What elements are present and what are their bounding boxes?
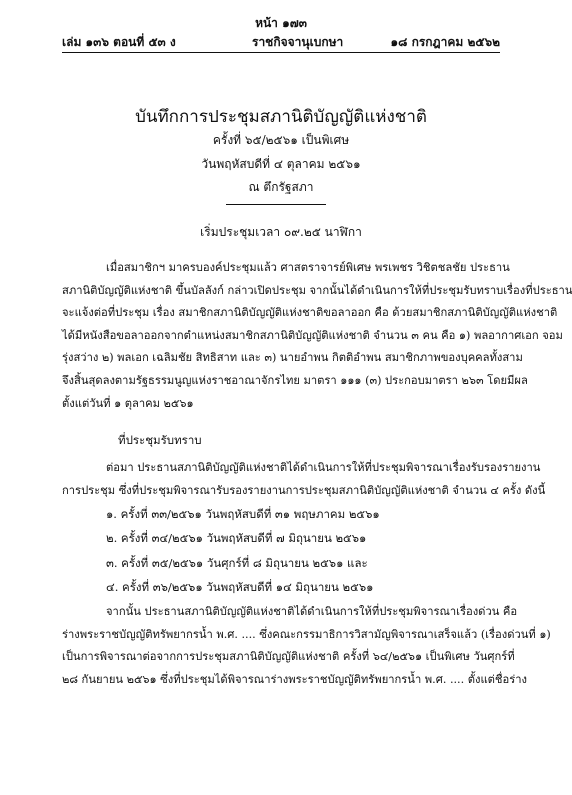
start-time: เริ่มประชุมเวลา ๐๙.๒๕ นาฬิกา [200,225,362,239]
paragraph-line: เมื่อสมาชิกฯ มาครบองค์ประชุมแล้ว ศาสตราจารย์พิเศษ พรเพชร วิชิตชลชัย ประธาน [106,261,510,274]
paragraph-line: ๒๘ กันยายน ๒๕๖๑ ซึ่งที่ประชุมได้พิจารณาร่างพระราชบัญญัติทรัพยากรน้ำ พ.ศ. .... ตั้งแต่ชื่อร่าง [62,672,527,686]
session-number: ครั้งที่ ๖๕/๒๕๖๑ เป็นพิเศษ [212,133,350,147]
acknowledged-line: ที่ประชุมรับทราบ [118,433,202,447]
list-item: ๒. ครั้งที่ ๓๔/๒๕๖๑ วันพฤหัสบดีที่ ๗ มิถุนายน ๒๕๖๑ [106,531,367,545]
paragraph-line: ได้มีหนังสือขอลาออกจากตำแหน่งสมาชิกสภานิติบัญญัติแห่งชาติ จำนวน ๓ คน คือ ๑) พลอากาศเอก จอม [62,328,563,342]
paragraph-line: เป็นการพิจารณาต่อจากการประชุมสภานิติบัญญัติแห่งชาติ ครั้งที่ ๖๔/๒๕๖๑ เป็นพิเศษ วันศุกร์ที่ [62,650,515,664]
list-item: ๑. ครั้งที่ ๓๓/๒๕๖๑ วันพฤหัสบดีที่ ๓๑ พฤษภาคม ๒๕๖๑ [106,507,380,521]
paragraph-minutes [62,457,546,502]
publication-name: ราชกิจจานุเบกษา [252,35,344,49]
list-item: ๔. ครั้งที่ ๓๖/๒๕๖๑ วันพฤหัสบดีที่ ๑๔ มิถุนายน ๒๕๖๑ [106,580,374,594]
paragraph-urgent-bill [62,601,551,691]
page-number: หน้า ๑๗๓ [255,16,307,30]
session-date: วันพฤหัสบดีที่ ๔ ตุลาคม ๒๕๖๑ [201,157,361,171]
paragraph-line: จากนั้น ประธานสภานิติบัญญัติแห่งชาติได้ดำเนินการให้ที่ประชุมพิจารณาเรื่องด่วน คือ [106,605,518,618]
paragraph-line: ต่อมา ประธานสภานิติบัญญัติแห่งชาติได้ดำเนินการให้ที่ประชุมพิจารณาเรื่องรับรองรายงาน [106,461,541,474]
gazette-header [62,33,500,49]
paragraph-resignation [62,257,572,415]
list-item: ๓. ครั้งที่ ๓๕/๒๕๖๑ วันศุกร์ที่ ๘ มิถุนายน ๒๕๖๑ และ [106,556,368,570]
paragraph-line: การประชุม ซึ่งที่ประชุมพิจารณารับรองรายงานการประชุมสภานิติบัญญัติแห่งชาติ จำนวน ๔ ครั้ง ดังนี้ [62,483,546,497]
paragraph-line: จะแจ้งต่อที่ประชุม เรื่อง สมาชิกสภานิติบัญญัติแห่งชาติขอลาออก คือ ด้วยสมาชิกสภานิติบัญญัติแห่งชาติ [62,306,558,320]
session-place: ณ ตึกรัฐสภา [248,180,314,194]
paragraph-line: รุ่งสว่าง ๒) พลเอก เฉลิมชัย สิทธิสาท และ ๓) นายอำพน กิตติอำพน สมาชิกภาพของบุคคลทั้งสาม [62,351,523,365]
paragraph-line: สภานิติบัญญัติแห่งชาติ ขึ้นบัลลังก์ กล่าวเปิดประชุม จากนั้นได้ดำเนินการให้ที่ประชุมรับทราบเรื่องที่ประธาน [62,283,572,297]
header-rule [62,52,500,53]
title-rule [226,204,326,205]
paragraph-line: จึงสิ้นสุดลงตามรัฐธรรมนูญแห่งราชอาณาจักรไทย มาตรา ๑๑๑ (๓) ประกอบมาตรา ๒๖๓ โดยมีผล [62,373,528,387]
paragraph-line: ร่างพระราชบัญญัติทรัพยากรน้ำ พ.ศ. .... ซึ่งคณะกรรมาธิการวิสามัญพิจารณาเสร็จแล้ว (เรื่องด่วนที่ ๑) [62,627,551,641]
volume-issue: เล่ม ๑๓๖ ตอนที่ ๕๓ ง [62,35,176,49]
document-title: บันทึกการประชุมสภานิติบัญญัติแห่งชาติ [135,107,427,127]
publication-date: ๑๘ กรกฎาคม ๒๕๖๒ [390,35,500,49]
paragraph-line: ตั้งแต่วันที่ ๑ ตุลาคม ๒๕๖๑ [62,396,194,410]
